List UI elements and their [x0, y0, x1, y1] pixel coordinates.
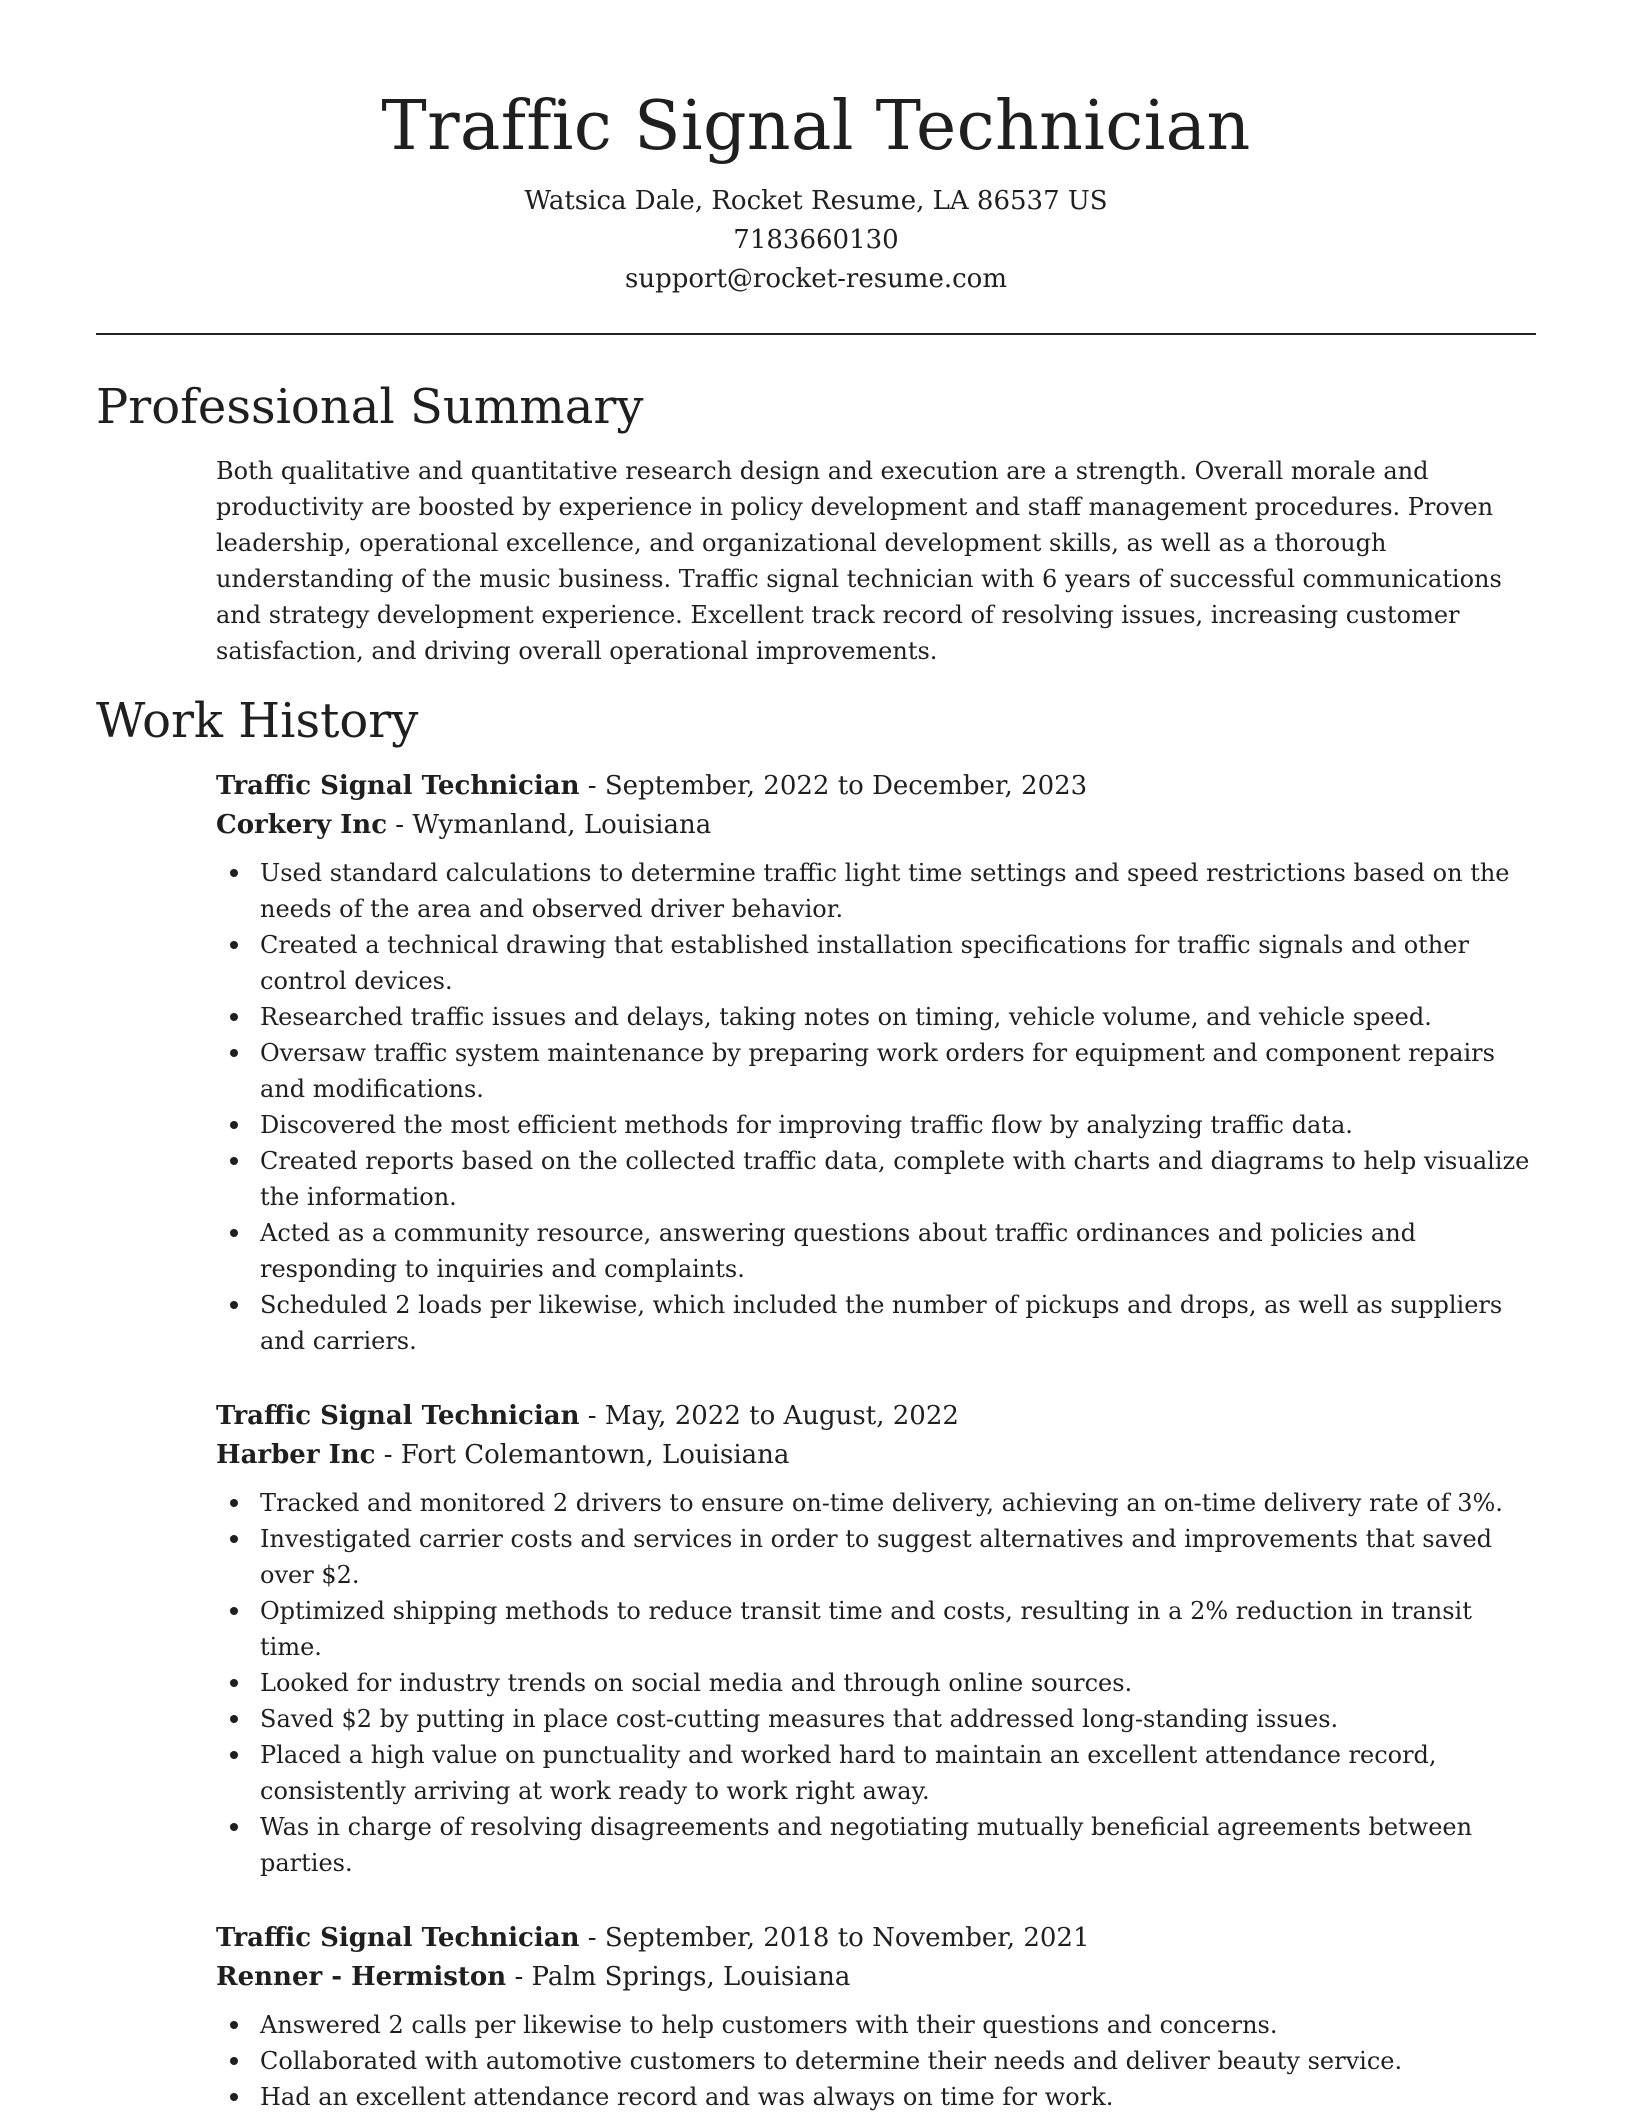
job-duty-item: [216, 927, 1536, 999]
job-role: Traffic Signal Technician: [216, 1401, 580, 1431]
job-location: - Fort Colemantown, Louisiana: [375, 1440, 790, 1470]
bullet-icon: [230, 1715, 238, 1723]
bullet-icon: [230, 1157, 238, 1165]
job-duty-text: Had an excellent attendance record and was always on time for work.: [260, 2083, 1114, 2111]
job-duty-item: [216, 1143, 1536, 1215]
bullet-icon: [230, 1301, 238, 1309]
job-duties-list: [216, 2007, 1536, 2115]
contact-email: support@rocket-resume.com: [624, 264, 1007, 294]
job-duty-item: [216, 1665, 1536, 1701]
job-company-line: [216, 1958, 1536, 1997]
job-title-line: [216, 767, 1536, 806]
job-duty-text: Acted as a community resource, answering questions about traffic ordinances and policies and responding to inquiries and complaints.: [260, 1219, 1417, 1283]
summary-text: Both qualitative and quantitative research design and execution are a strength. Overall morale and productivity are boosted by experience in policy development and staff management procedures. Proven leadership, operational excellence, and organizational development skills, as well as a thorough understanding of the music business. Traffic signal technician with 6 years of successful communications and strategy development experience. Excellent track record of resolving issues, increasing customer satisfaction, and driving overall operational improvements.: [216, 457, 1502, 665]
resume-name: Traffic Signal Technician: [381, 87, 1251, 166]
bullet-icon: [230, 1013, 238, 1021]
job-duty-text: Optimized shipping methods to reduce transit time and costs, resulting in a 2% reduction in transit time.: [260, 1597, 1472, 1661]
job-duty-item: [216, 1737, 1536, 1809]
summary-heading: Professional Summary: [96, 379, 644, 435]
bullet-icon: [230, 2057, 238, 2065]
resume-header: [96, 82, 1536, 299]
job-location: - Palm Springs, Louisiana: [506, 1962, 851, 1992]
job-company: Renner - Hermiston: [216, 1962, 507, 1992]
job-duty-text: Researched traffic issues and delays, taking notes on timing, vehicle volume, and vehicle speed.: [260, 1003, 1432, 1031]
bullet-icon: [230, 1751, 238, 1759]
job-duties-list: [216, 1485, 1536, 1881]
job-dates: - September, 2022 to December, 2023: [579, 771, 1088, 801]
job-duty-item: [216, 1485, 1536, 1521]
bullet-icon: [230, 1121, 238, 1129]
bullet-icon: [230, 1679, 238, 1687]
job-duty-item: [216, 1593, 1536, 1665]
bullet-icon: [230, 869, 238, 877]
job-dates: - September, 2018 to November, 2021: [579, 1923, 1090, 1953]
contact-phone: 7183660130: [733, 225, 899, 255]
job-duty-item: [216, 2079, 1536, 2115]
job-duty-text: Looked for industry trends on social media and through online sources.: [260, 1669, 1133, 1697]
job-company-line: [216, 806, 1536, 845]
bullet-icon: [230, 2093, 238, 2101]
job-duty-text: Collaborated with automotive customers to determine their needs and deliver beauty service.: [260, 2047, 1403, 2075]
job-company-line: [216, 1436, 1536, 1475]
job-duty-item: [216, 1035, 1536, 1107]
job-duty-item: [216, 2007, 1536, 2043]
job-duty-text: Created a technical drawing that established installation specifications for traffic signals and other control devices.: [260, 931, 1469, 995]
bullet-icon: [230, 2021, 238, 2029]
bullet-icon: [230, 1229, 238, 1237]
bullet-icon: [230, 1049, 238, 1057]
job-duty-item: [216, 1809, 1536, 1881]
bullet-icon: [230, 1535, 238, 1543]
job-dates: - May, 2022 to August, 2022: [579, 1401, 959, 1431]
job-duty-item: [216, 1215, 1536, 1287]
header-divider: [96, 333, 1536, 335]
job-duty-item: [216, 1287, 1536, 1359]
job-duty-text: Placed a high value on punctuality and worked hard to maintain an excellent attendance record, consistently arriving at work ready to work right away.: [260, 1741, 1437, 1805]
bullet-icon: [230, 941, 238, 949]
job-title-line: [216, 1397, 1536, 1436]
job-duty-text: Discovered the most efficient methods for improving traffic flow by analyzing traffic data.: [260, 1111, 1353, 1139]
job-duty-text: Answered 2 calls per likewise to help customers with their questions and concerns.: [260, 2011, 1278, 2039]
contact-address: Watsica Dale, Rocket Resume, LA 86537 US: [524, 186, 1108, 216]
job-duty-text: Tracked and monitored 2 drivers to ensure on-time delivery, achieving an on-time delivery rate of 3%.: [260, 1489, 1503, 1517]
job-duty-text: Used standard calculations to determine traffic light time settings and speed restrictions based on the needs of the area and observed driver behavior.: [260, 859, 1510, 923]
job-duty-item: [216, 1107, 1536, 1143]
job-title-line: [216, 1919, 1536, 1958]
job-duties-list: [216, 855, 1536, 1359]
job-duty-text: Was in charge of resolving disagreements and negotiating mutually beneficial agreements between parties.: [260, 1813, 1473, 1877]
job-duty-text: Scheduled 2 loads per likewise, which included the number of pickups and drops, as well as suppliers and carriers.: [260, 1291, 1503, 1355]
job-entry: [216, 767, 1536, 1359]
bullet-icon: [230, 1823, 238, 1831]
job-entry: [216, 1919, 1536, 2115]
job-duty-item: [216, 1521, 1536, 1593]
work-history-heading: Work History: [96, 693, 419, 749]
job-duty-text: Investigated carrier costs and services in order to suggest alternatives and improvements that saved over $2.: [260, 1525, 1493, 1589]
job-duty-item: [216, 2043, 1536, 2079]
bullet-icon: [230, 1499, 238, 1507]
job-role: Traffic Signal Technician: [216, 771, 580, 801]
contact-info: [96, 182, 1536, 299]
job-company: Harber Inc: [216, 1440, 376, 1470]
job-location: - Wymanland, Louisiana: [387, 810, 712, 840]
job-duty-item: [216, 855, 1536, 927]
job-duty-text: Saved $2 by putting in place cost-cutting measures that addressed long-standing issues.: [260, 1705, 1339, 1733]
job-duty-item: [216, 1701, 1536, 1737]
job-role: Traffic Signal Technician: [216, 1923, 580, 1953]
job-company: Corkery Inc: [216, 810, 388, 840]
job-entry: [216, 1397, 1536, 1881]
job-duty-item: [216, 999, 1536, 1035]
bullet-icon: [230, 1607, 238, 1615]
job-duty-text: Created reports based on the collected traffic data, complete with charts and diagrams to help visualize the information.: [260, 1147, 1530, 1211]
job-duty-text: Oversaw traffic system maintenance by preparing work orders for equipment and component repairs and modifications.: [260, 1039, 1495, 1103]
